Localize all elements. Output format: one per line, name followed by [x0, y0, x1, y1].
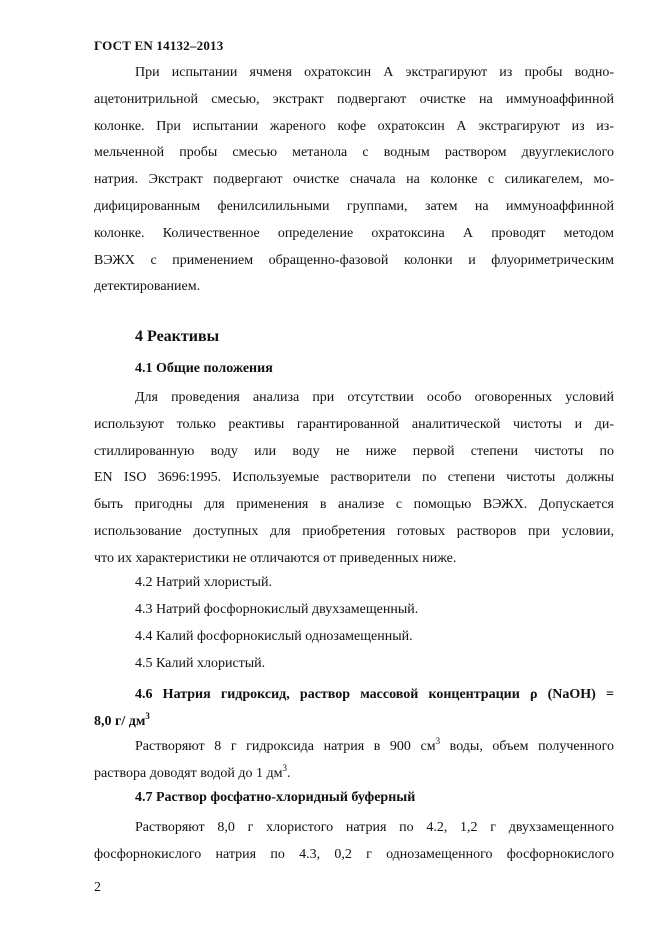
- heading-line: [94, 708, 614, 735]
- text-line: колонке. Количественное определение охратоксина А проводят методом: [94, 225, 614, 241]
- text-line: фосфорнокислого натрия по 4.3, 0,2 г однозамещенного фосфорнокислого: [94, 846, 614, 862]
- text-fragment: .: [287, 765, 291, 781]
- text-line: [94, 734, 614, 761]
- item-4-2: 4.2 Натрий хлористый.: [135, 575, 272, 590]
- item-4-3: 4.3 Натрий фосфорнокислый двухзамещенный.: [135, 602, 419, 617]
- text-line: Для проведения анализа при отсутствии особо оговоренных условий: [135, 390, 614, 405]
- heading-text: 8,0 г/ дм: [94, 714, 146, 729]
- buffer-paragraph: [94, 815, 614, 869]
- page-number: 2: [94, 880, 101, 895]
- text-line: колонке. При испытании жареного кофе охратоксин А экстрагируют из из-: [94, 118, 614, 134]
- section-4-1-heading: 4.1 Общие положения: [135, 361, 273, 376]
- text-fragment: раствора доводят водой до 1 дм: [94, 765, 283, 781]
- general-provisions-paragraph: [94, 385, 614, 573]
- text-line: используют только реактивы гарантированной аналитической чистоты и ди-: [94, 416, 614, 432]
- superscript: 3: [282, 762, 288, 773]
- superscript: 3: [435, 736, 441, 746]
- text-line: натрия. Экстракт подвергают очистке сначала на колонке с силикагелем, мо-: [94, 172, 614, 188]
- text-line: стиллированную воду или воду не ниже первой степени чистоты по: [94, 443, 614, 459]
- text-fragment: воды, объем полученного: [440, 739, 614, 754]
- text-line: дифицированным фенилсилильными группами, затем на иммуноаффинной: [94, 198, 614, 214]
- text-fragment: Растворяют 8 г гидроксида натрия в 900 см: [135, 739, 436, 754]
- section-4-7-heading: 4.7 Раствор фосфатно-хлоридный буферный: [135, 790, 416, 805]
- text-line: ацетонитрильной смесью, экстракт подвергают очистке на иммуноаффинной: [94, 91, 614, 107]
- heading-line: 4.6 Натрия гидроксид, раствор массовой концентрации ρ (NaOH) =: [135, 687, 614, 702]
- section-4-heading: 4 Реактивы: [135, 328, 220, 345]
- item-4-4: 4.4 Калий фосфорнокислый однозамещенный.: [135, 629, 413, 644]
- section-4-6-heading: [94, 681, 614, 735]
- text-line: [94, 761, 614, 788]
- superscript: 3: [145, 711, 150, 721]
- naoh-paragraph: [94, 734, 614, 788]
- text-line: ВЭЖХ с применением обращенно-фазовой колонки и флуориметрическим: [94, 252, 614, 268]
- text-line: детектированием.: [94, 279, 201, 295]
- item-4-5: 4.5 Калий хлористый.: [135, 656, 266, 671]
- standard-header: ГОСТ EN 14132–2013: [94, 38, 224, 53]
- text-line: мельченной пробы смесью метанола с водным раствором двууглекислого: [94, 145, 614, 161]
- text-line: Растворяют 8,0 г хлористого натрия по 4.2, 1,2 г двухзамещенного: [135, 820, 614, 835]
- text-line: использование доступных для приобретения готовых растворов при условии,: [94, 523, 614, 539]
- text-line: что их характеристики не отличаются от приведенных ниже.: [94, 550, 457, 566]
- text-line: быть пригодны для применения в анализе с помощью ВЭЖХ. Допускается: [94, 497, 614, 513]
- text-line: При испытании ячменя охратоксин А экстрагируют из пробы водно-: [135, 65, 614, 80]
- intro-paragraph: [94, 60, 614, 301]
- text-line: EN ISO 3696:1995. Используемые растворители по степени чистоты должны: [94, 470, 614, 486]
